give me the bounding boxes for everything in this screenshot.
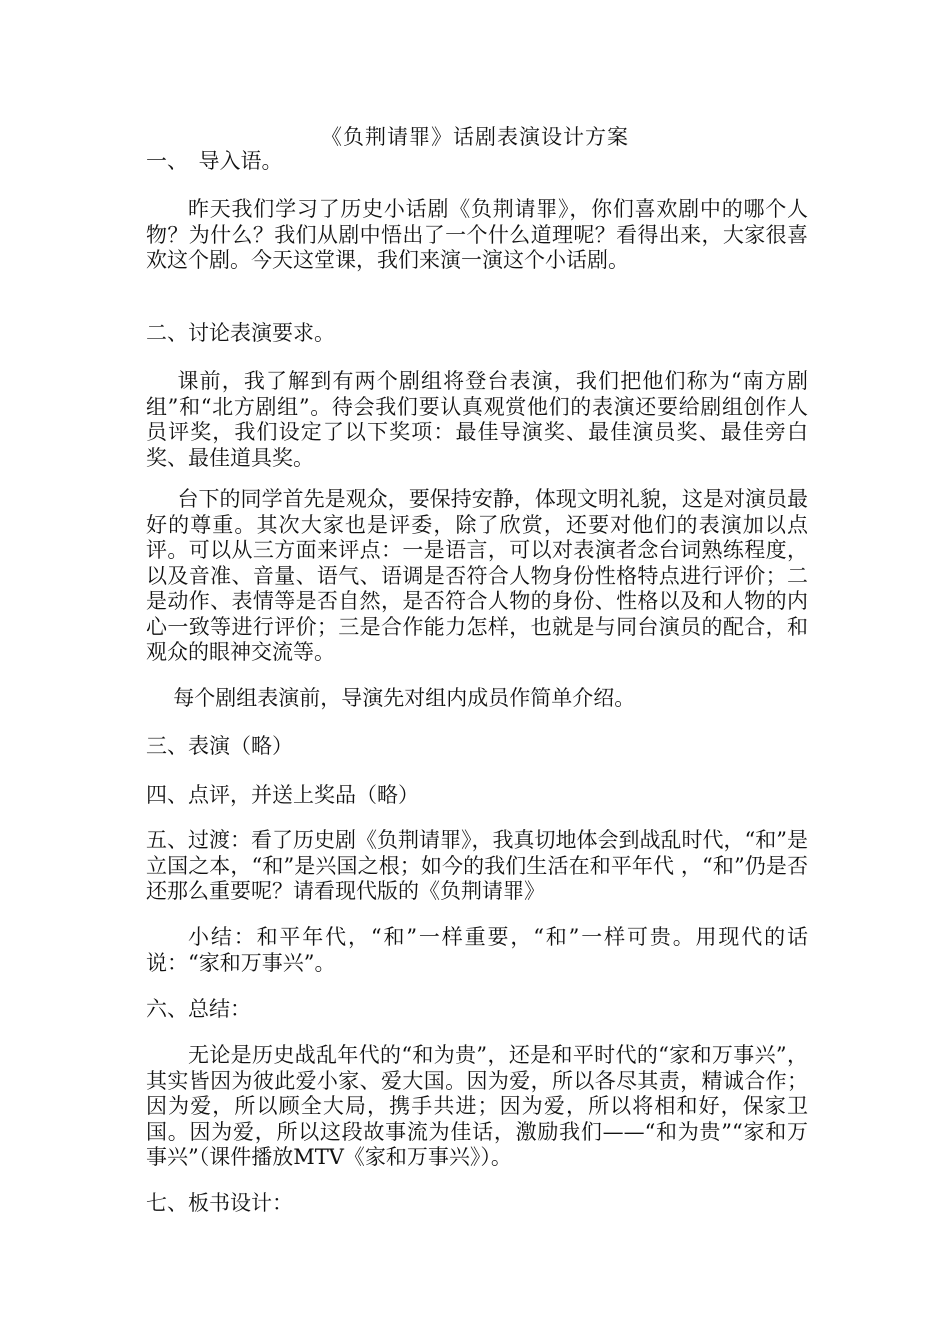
section-4-heading: 四、点评，并送上奖品（略） <box>146 783 419 807</box>
section-5-paragraph: 五、过渡：看了历史剧《负荆请罪》，我真切地体会到战乱时代，“和”是立国之本，“和”是兴国之根；如今的我们生活在和平年代 ，“和”仍是否还那么重要呢？请看现代版的《负荆请罪》 <box>146 828 808 903</box>
section-2-paragraph-1: 课前，我了解到有两个剧组将登台表演，我们把他们称为“南方剧组”和“北方剧组”。待会我们要认真观赏他们的表演还要给剧组创作人员评奖，我们设定了以下奖项：最佳导演奖、最佳演员奖、最佳旁白奖、最佳道具奖。 <box>146 369 808 470</box>
section-3-heading: 三、表演（略） <box>146 734 293 758</box>
document-title: 《负荆请罪》话剧表演设计方案 <box>321 125 629 149</box>
section-1-paragraph: 昨天我们学习了历史小话剧《负荆请罪》，你们喜欢剧中的哪个人物？为什么？我们从剧中悟出了一个什么道理呢？看得出来，大家很喜欢这个剧。今天这堂课，我们来演一演这个小话剧。 <box>146 197 808 272</box>
section-1-heading: 一、 导入语。 <box>146 149 283 173</box>
section-6-heading: 六、总结： <box>146 997 251 1021</box>
section-5-summary: 小结：和平年代，“和”一样重要，“和”一样可贵。用现代的话说：“家和万事兴”。 <box>146 925 808 975</box>
section-2-paragraph-3: 每个剧组表演前，导演先对组内成员作简单介绍。 <box>173 686 636 710</box>
section-7-heading: 七、板书设计： <box>146 1191 293 1215</box>
section-2-heading: 二、讨论表演要求。 <box>146 321 335 345</box>
section-2-paragraph-2: 台下的同学首先是观众，要保持安静，体现文明礼貌，这是对演员最好的尊重。其次大家也是评委，除了欣赏，还要对他们的表演加以点评。可以从三方面来评点：一是语言，可以对表演者念台词熟练程度，以及音准、音量、语气、语调是否符合人物身份性格特点进行评价；二是动作、表情等是否自然，是否符合人物的身份、性格以及和人物的内心一致等进行评价；三是合作能力怎样，也就是与同台演员的配合，和观众的眼神交流等。 <box>146 487 808 664</box>
section-6-paragraph: 无论是历史战乱年代的“和为贵”，还是和平时代的“家和万事兴”，其实皆因为彼此爱小家、爱大国。因为爱，所以各尽其责，精诚合作；因为爱，所以顾全大局，携手共进；因为爱，所以将相和好，保家卫国。因为爱，所以这段故事流为佳话，激励我们——“和为贵”“家和万事兴”（课件播放MTV《家和万事兴》）。 <box>146 1043 808 1169</box>
